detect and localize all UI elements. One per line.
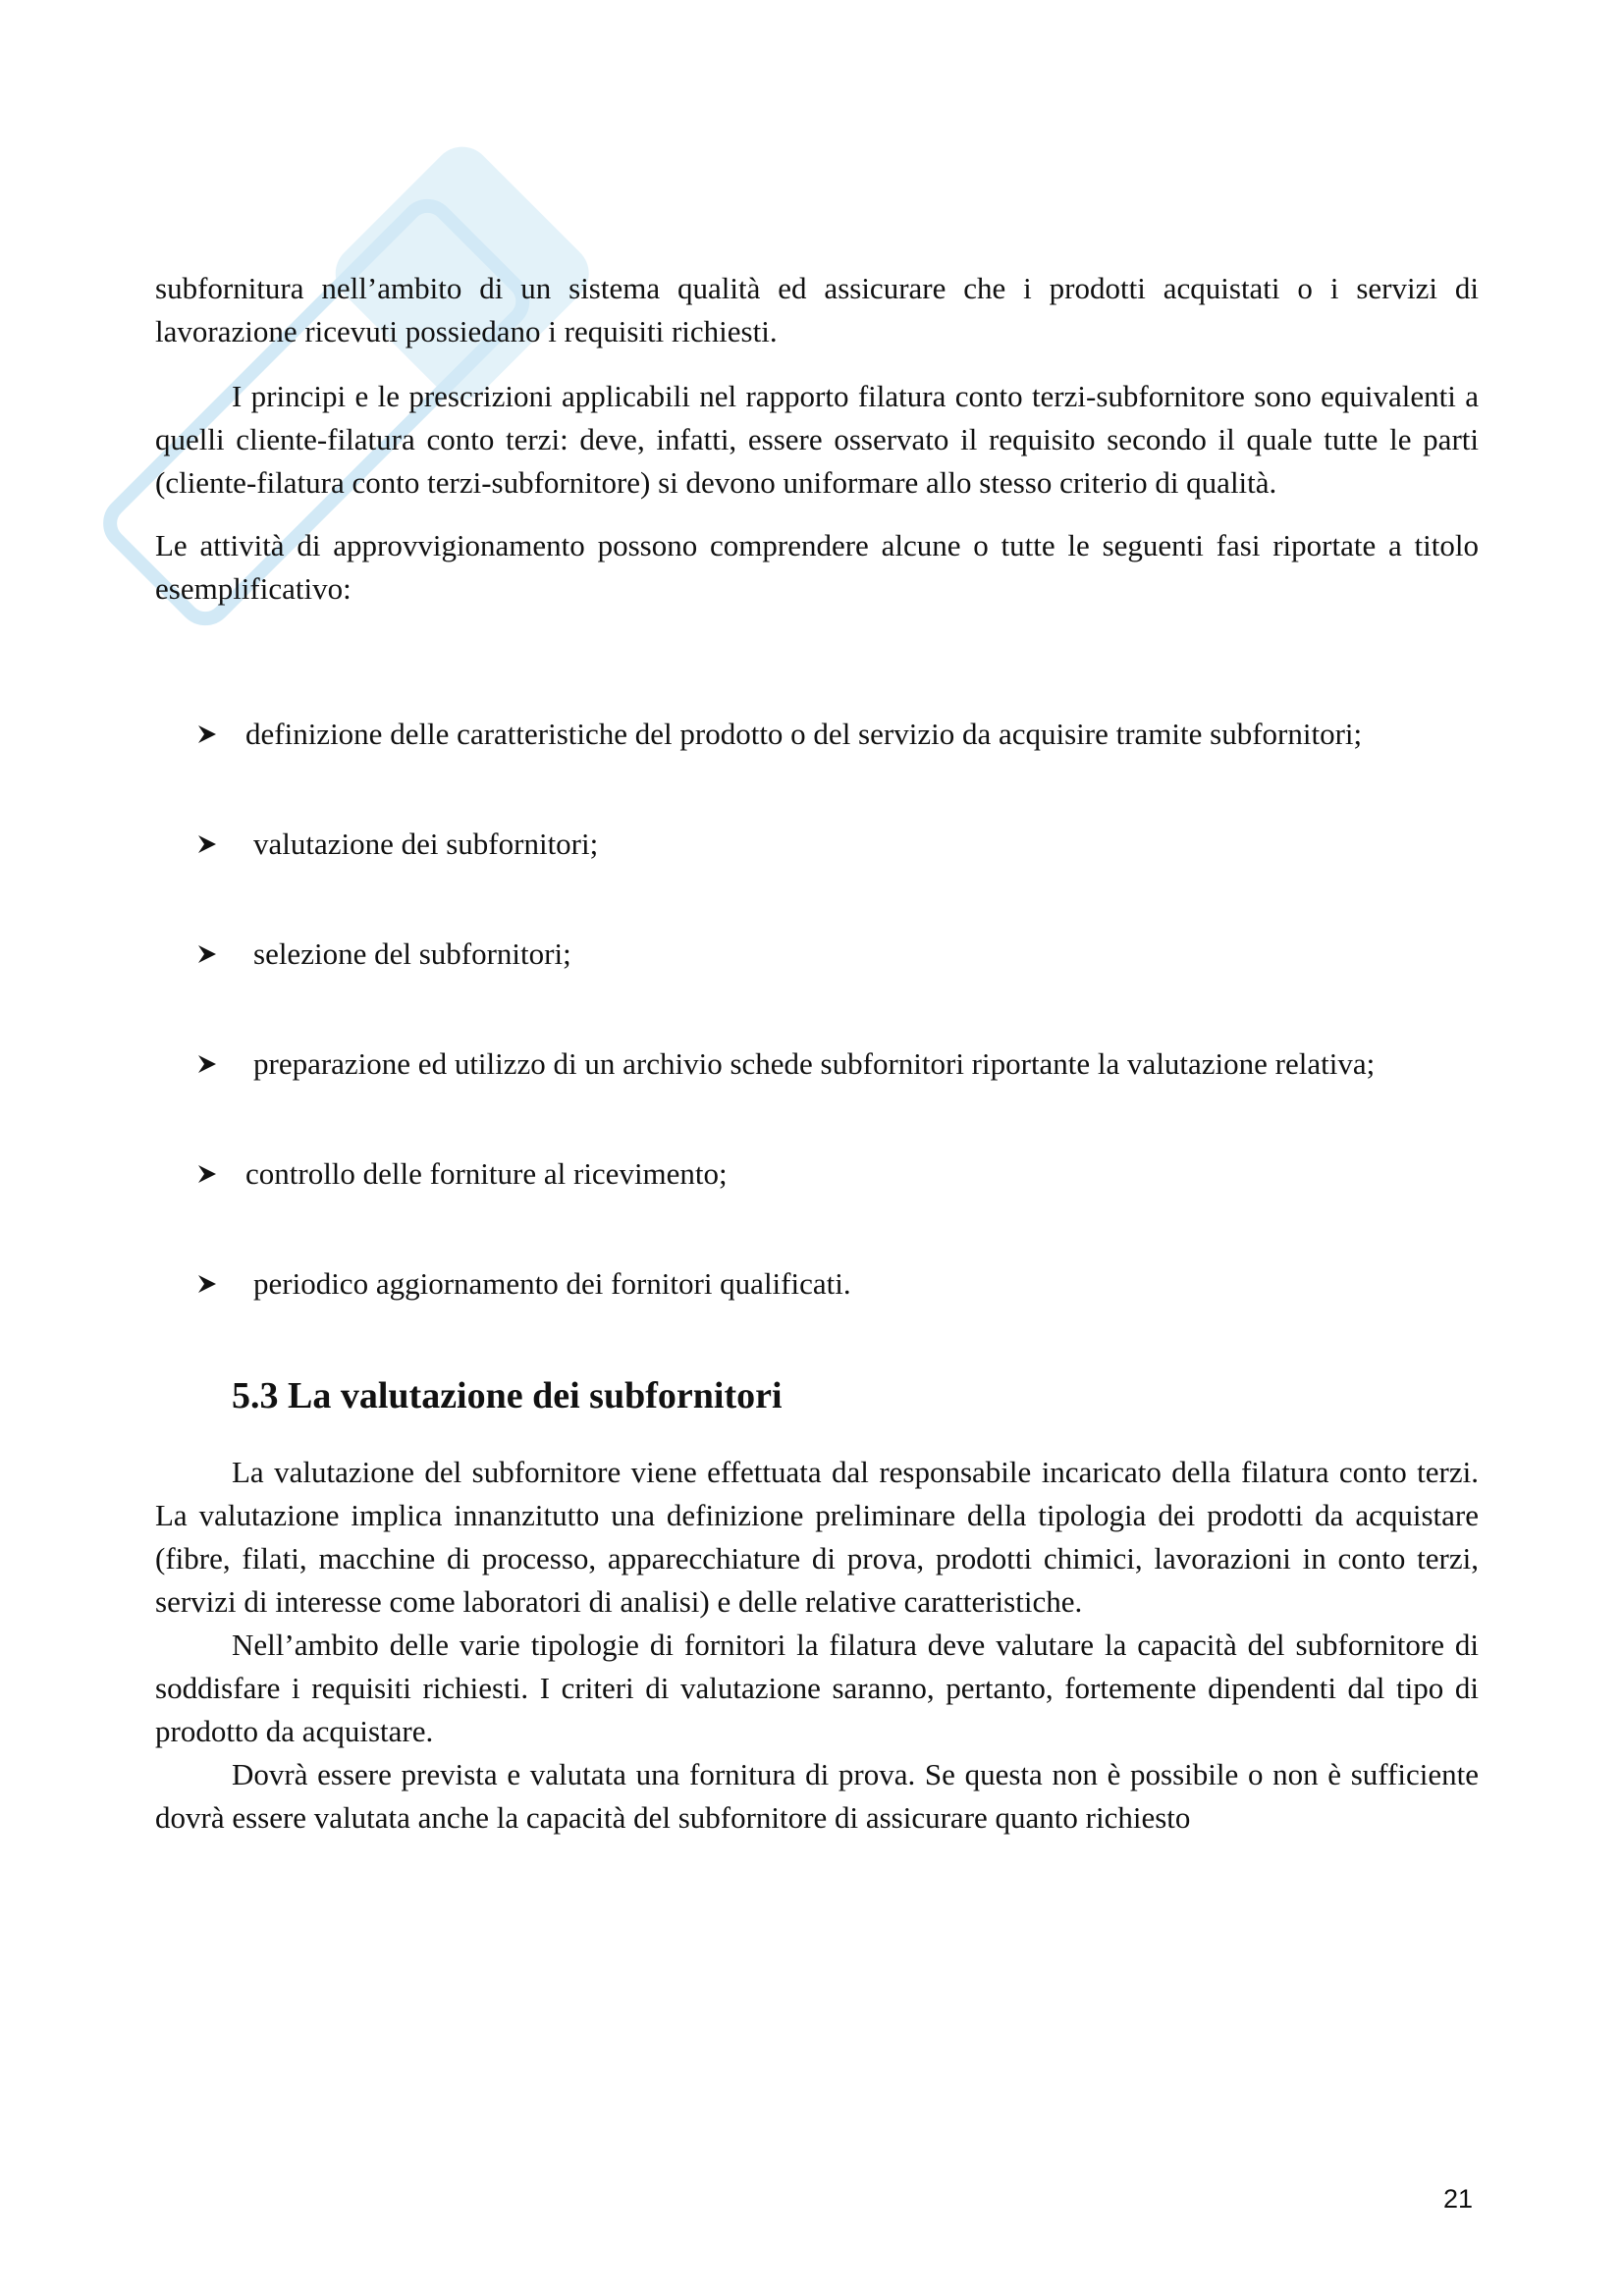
section-heading: 5.3 La valutazione dei subfornitori: [232, 1375, 783, 1416]
page-number: 21: [1443, 2184, 1474, 2214]
page-content: [155, 267, 1479, 1840]
list-item-text: valutazione dei subfornitori;: [253, 827, 599, 861]
list-item: [155, 823, 1479, 866]
arrow-bullet-icon: [196, 1053, 218, 1075]
list-item-text: controllo delle forniture al ricevimento;: [245, 1156, 728, 1191]
paragraph-evaluation: La valutazione del subfornitore viene effettuata dal responsabile incaricato della filatura conto terzi. La valutazione implica innanzitutto una definizione preliminare della tipologia dei prodotti da acquistare (fibre, filati, macchine di processo, apparecchiature di prova, prodotti chimici, lavorazioni in conto terzi, servizi di interesse come laboratori di analisi) e delle relative caratteristiche.: [155, 1455, 1479, 1619]
list-item: [155, 933, 1479, 976]
arrow-bullet-icon: [196, 833, 218, 855]
list-item: [155, 713, 1479, 756]
list-item: [155, 1262, 1479, 1306]
list-item: [155, 1042, 1479, 1086]
paragraph-supplier-types: Nell’ambito delle varie tipologie di fornitori la filatura deve valutare la capacità del subfornitore di soddisfare i requisiti richiesti. I criteri di valutazione saranno, pertanto, fortemente dipendenti dal tipo di prodotto da acquistare.: [155, 1628, 1479, 1748]
arrow-bullet-icon: [196, 1163, 218, 1185]
list-item-text: periodico aggiornamento dei fornitori qualificati.: [253, 1266, 851, 1301]
list-item-text: preparazione ed utilizzo di un archivio schede subfornitori riportante la valutazione relativa;: [253, 1046, 1376, 1081]
paragraph-trial-supply: Dovrà essere prevista e valutata una fornitura di prova. Se questa non è possibile o non è sufficiente dovrà essere valutata anche la capacità del subfornitore di assicurare quanto richiesto: [155, 1757, 1479, 1835]
paragraph-activities: Le attività di approvvigionamento possono comprendere alcune o tutte le seguenti fasi riportate a titolo esemplificativo:: [155, 528, 1479, 606]
paragraph-principles: I principi e le prescrizioni applicabili nel rapporto filatura conto terzi-subfornitore sono equivalenti a quelli cliente-filatura conto terzi: deve, infatti, essere osservato il requisito secondo il quale tutte le parti (cliente-filatura conto terzi-subfornitore) si devono uniformare allo stesso criterio di qualità.: [155, 379, 1479, 500]
paragraph-intro: subfornitura nell’ambito di un sistema qualità ed assicurare che i prodotti acquistati o i servizi di lavorazione ricevuti possiedano i requisiti richiesti.: [155, 271, 1479, 348]
arrow-bullet-icon: [196, 1273, 218, 1295]
list-item-text: definizione delle caratteristiche del prodotto o del servizio da acquisire tramite subfornitori;: [245, 717, 1363, 751]
arrow-bullet-icon: [196, 723, 218, 745]
arrow-bullet-icon: [196, 943, 218, 965]
list-item-text: selezione del subfornitori;: [253, 936, 571, 971]
activities-list: [155, 713, 1479, 1306]
list-item: [155, 1152, 1479, 1196]
